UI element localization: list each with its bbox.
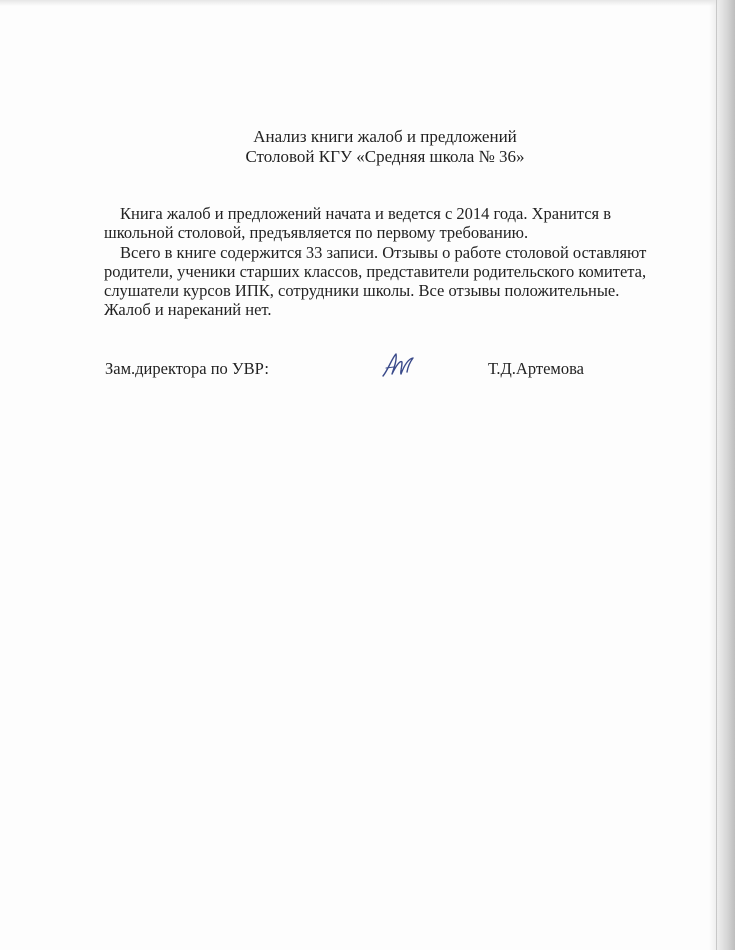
signature-block <box>105 359 625 381</box>
handwritten-signature <box>380 350 420 382</box>
title-line-2: Столовой КГУ «Средняя школа № 36» <box>245 147 525 166</box>
signer-name: Т.Д.Артемова <box>488 359 585 378</box>
paragraph-2-line-2: родители, ученики старших классов, представители родительского комитета, <box>104 261 647 281</box>
paragraph-1-line-2: школьной столовой, предъявляется по первому требованию. <box>104 223 529 243</box>
paragraph-2-line-4: Жалоб и нареканий нет. <box>104 300 272 320</box>
title-line-1: Анализ книги жалоб и предложений <box>253 127 517 146</box>
paragraph-2-line-3: слушатели курсов ИПК, сотрудники школы. Все отзывы положительные. <box>104 281 620 301</box>
scan-top-shadow <box>0 0 735 6</box>
document-title <box>0 127 735 167</box>
paragraph-1-line-1: Книга жалоб и предложений начата и ведется с 2014 года. Хранится в <box>120 204 612 223</box>
signer-position: Зам.директора по УВР: <box>105 359 269 378</box>
paragraph-2-line-1: Всего в книге содержится 33 записи. Отзывы о работе столовой оставляют <box>120 242 647 262</box>
document-body <box>104 204 674 320</box>
